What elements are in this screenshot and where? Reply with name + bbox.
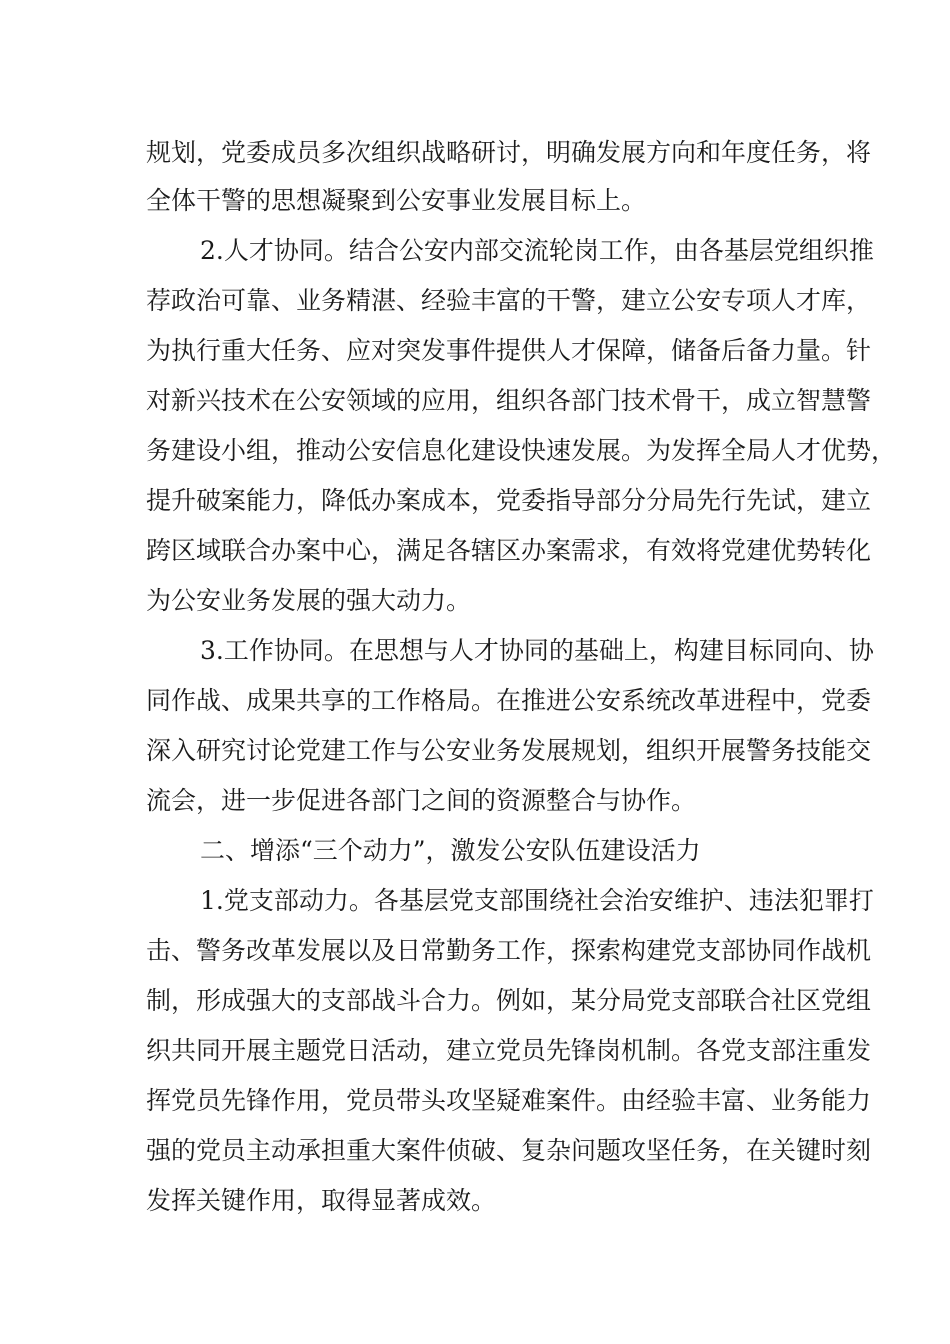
paragraph-line: 为公安业务发展的强大动力。: [146, 586, 472, 615]
paragraph-line: 2.人才协同。结合公安内部交流轮岗工作，由各基层党组织推: [200, 236, 874, 265]
paragraph-line: 规划，党委成员多次组织战略研讨，明确发展方向和年度任务，将: [146, 138, 872, 167]
paragraph-line: 同作战、成果共享的工作格局。在推进公安系统改革进程中，党委: [146, 686, 872, 715]
paragraph-line: 织共同开展主题党日活动，建立党员先锋岗机制。各党支部注重发: [146, 1036, 872, 1065]
paragraph-line: 提升破案能力，降低办案成本，党委指导部分分局先行先试，建立: [146, 486, 872, 515]
paragraph-line: 挥党员先锋作用，党员带头攻坚疑难案件。由经验丰富、业务能力: [146, 1086, 872, 1115]
paragraph-line: 流会，进一步促进各部门之间的资源整合与协作。: [146, 786, 697, 815]
paragraph-line: 深入研究讨论党建工作与公安业务发展规划，组织开展警务技能交: [146, 736, 872, 765]
paragraph-line: 为执行重大任务、应对突发事件提供人才保障，储备后备力量。针: [146, 336, 872, 365]
paragraph-line: 击、警务改革发展以及日常勤务工作，探索构建党支部协同作战机: [146, 936, 872, 965]
paragraph-line: 全体干警的思想凝聚到公安事业发展目标上。: [146, 186, 647, 215]
paragraph-line: 强的党员主动承担重大案件侦破、复杂问题攻坚任务，在关键时刻: [146, 1136, 872, 1165]
paragraph-line: 对新兴技术在公安领域的应用，组织各部门技术骨干，成立智慧警: [146, 386, 872, 415]
paragraph-line: 发挥关键作用，取得显著成效。: [146, 1186, 497, 1215]
paragraph-line: 1.党支部动力。各基层党支部围绕社会治安维护、违法犯罪打: [200, 886, 874, 915]
paragraph-line: 制，形成强大的支部战斗合力。例如，某分局党支部联合社区党组: [146, 986, 872, 1015]
section-heading: 二、增添“三个动力”，激发公安队伍建设活力: [200, 836, 701, 865]
paragraph-line: 务建设小组，推动公安信息化建设快速发展。为发挥全局人才优势，: [146, 436, 897, 465]
paragraph-line: 荐政治可靠、业务精湛、经验丰富的干警，建立公安专项人才库，: [146, 286, 872, 315]
paragraph-line: 3.工作协同。在思想与人才协同的基础上，构建目标同向、协: [200, 636, 874, 665]
paragraph-line: 跨区域联合办案中心，满足各辖区办案需求，有效将党建优势转化: [146, 536, 872, 565]
